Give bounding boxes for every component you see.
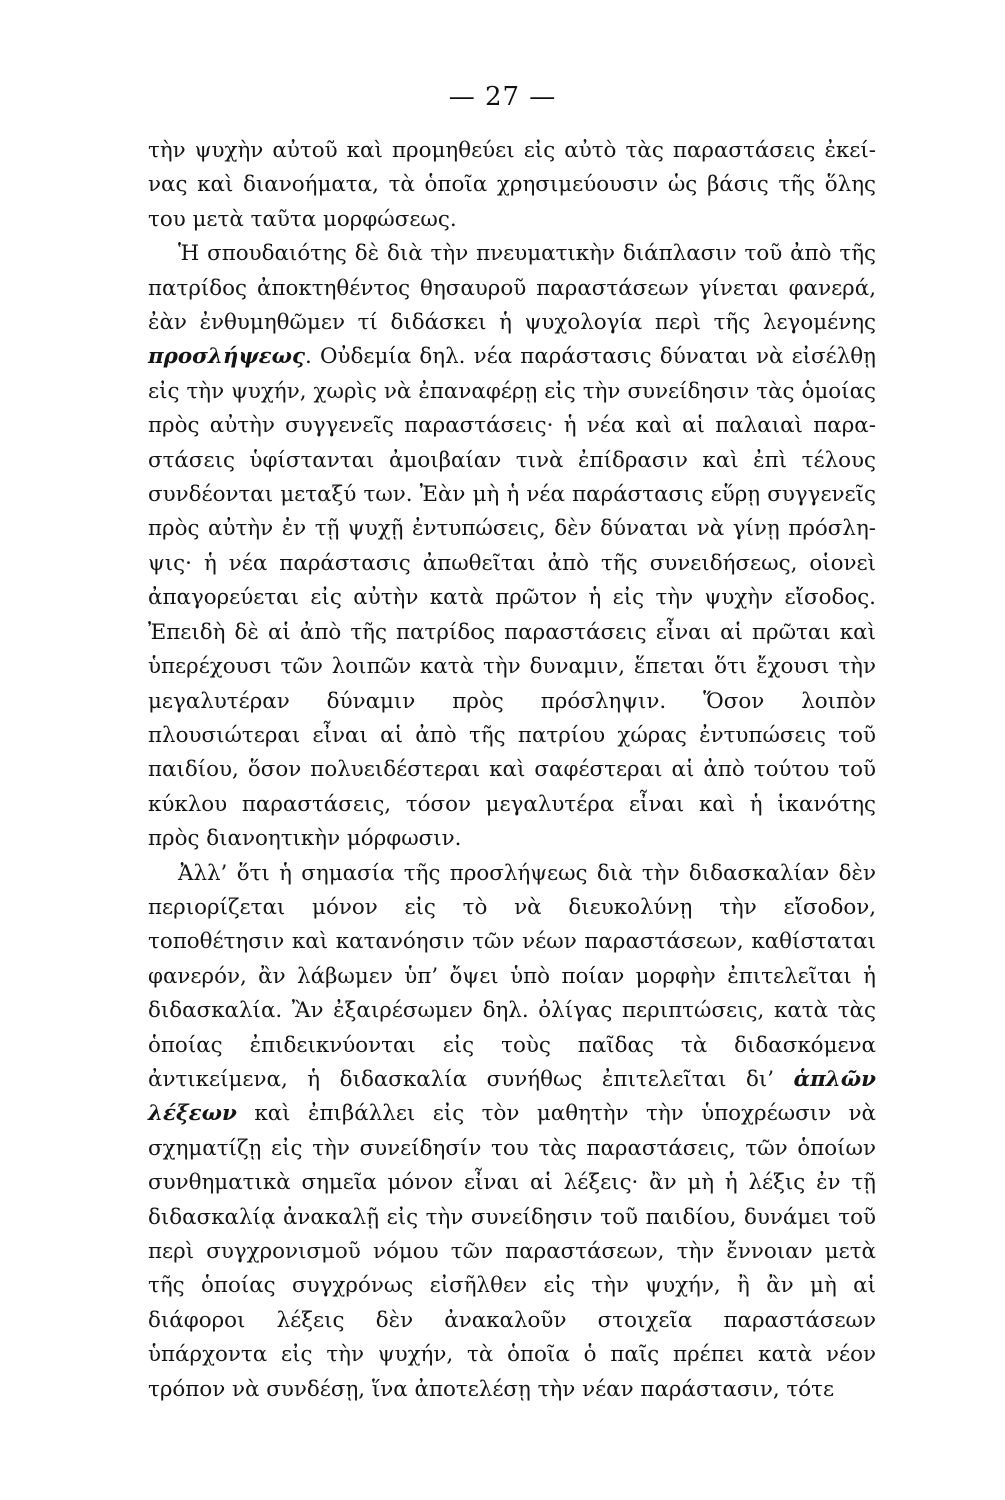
emphasized-term: προσλήψεως bbox=[148, 344, 306, 370]
paragraph bbox=[148, 134, 876, 237]
paragraph bbox=[148, 237, 876, 856]
page-number: — 27 — bbox=[448, 82, 557, 112]
paragraph bbox=[148, 857, 876, 1408]
text-run: . Οὐδεμία δηλ. νέα παράστασις δύναται νὰ εἰσέλθῃ εἰς τὴν ψυχήν, χωρὶς νὰ ἐπαναφέρῃ εἰς τὴν συνείδησιν τὰς ὁμοίας πρὸς αὐτὴν συγγενεῖς παραστάσεις· ἡ νέα καὶ αἱ παλαιαὶ παραστάσεις ὑφίστανται ἀμοιβαίαν τινὰ ἐπίδρασιν καὶ ἐπὶ τέλους συνδέονται μεταξύ των. Ἐὰν μὴ ἡ νέα παράστασις εὕρῃ συγγενεῖς πρὸς αὐτὴν ἐν τῇ ψυχῇ ἐντυπώσεις, δὲν δύναται νὰ γίνῃ πρόσληψις· ἡ νέα παράστασις ἀπωθεῖται ἀπὸ τῆς συνειδήσεως, οἱονεὶ ἀπαγορεύεται εἰς αὐτὴν κατὰ πρῶτον ἡ εἰς τὴν ψυχὴν εἴσοδος. Ἐπειδὴ δὲ αἱ ἀπὸ τῆς πατρίδος παραστάσεις εἶναι αἱ πρῶται καὶ ὑπερέχουσι τῶν λοιπῶν κατὰ τὴν δυναμιν, ἕπεται ὅτι ἔχουσι τὴν μεγαλυτέραν δύναμιν πρὸς πρόσληψιν. Ὅσον λοιπὸν πλουσιώτεραι εἶναι αἱ ἀπὸ τῆς πατρίου χώρας ἐντυπώσεις τοῦ παιδίου, ὅσον πολυειδέστεραι καὶ σαφέστεραι αἱ ἀπὸ τούτου τοῦ κύκλου παραστάσεις, τόσον μεγαλυτέρα εἶναι καὶ ἡ ἱκανότης πρὸς διανοητικὴν μόρφωσιν. bbox=[148, 344, 876, 852]
text-run: Ἡ σπουδαιότης δὲ διὰ τὴν πνευματικὴν διάπλασιν τοῦ ἀπὸ τῆς πατρίδος ἀποκτηθέντος θησαυροῦ παραστάσεων γίνεται φανερά, ἐὰν ἐνθυμηθῶμεν τί διδάσκει ἡ ψυχολογία περὶ τῆς λεγομένης bbox=[148, 241, 876, 336]
emphasized-term: ἁπλῶν λέξεων bbox=[148, 1066, 876, 1127]
text-run: τὴν ψυχὴν αὐτοῦ καὶ προμηθεύει εἰς αὐτὸ τὰς παραστάσεις ἐκείνας καὶ διανοήματα, τὰ ὁποῖα χρησιμεύουσιν ὡς βάσις τῆς ὅλης του μετὰ ταῦτα μορφώσεως. bbox=[148, 138, 876, 232]
body-text bbox=[148, 134, 876, 1407]
text-run: καὶ ἐπιβάλλει εἰς τὸν μαθητὴν τὴν ὑποχρέωσιν νὰ σχηματίζῃ εἰς τὴν συνείδησίν του τὰς παραστάσεις, τῶν ὁποίων συνθηματικὰ σημεῖα μόνον εἶναι αἱ λέξεις· ἂν μὴ ἡ λέξις ἐν τῇ διδασκαλίᾳ ἀνακαλῇ εἰς τὴν συνείδησιν τοῦ παιδίου, δυνάμει τοῦ περὶ συγχρονισμοῦ νόμου τῶν παραστάσεων, τὴν ἔννοιαν μετὰ τῆς ὁποίας συγχρόνως εἰσῆλθεν εἰς τὴν ψυχήν, ἢ ἂν μὴ αἱ διάφοροι λέξεις δὲν ἀνακαλοῦν στοιχεῖα παραστάσεων ὑπάρχοντα εἰς τὴν ψυχήν, τὰ ὁποῖα ὁ παῖς πρέπει κατὰ νέον τρόπον νὰ συνδέσῃ, ἵνα ἀποτελέσῃ τὴν νέαν παράστασιν, τότε bbox=[148, 1101, 876, 1402]
text-run: Ἀλλ’ ὅτι ἡ σημασία τῆς προσλήψεως διὰ τὴν διδασκαλίαν δὲν περιορίζεται μόνον εἰς τὸ νὰ διευκολύνῃ τὴν εἴσοδον, τοποθέτησιν καὶ κατανόησιν τῶν νέων παραστάσεων, καθίσταται φανερόν, ἂν λάβωμεν ὑπ’ ὄψει ὑπὸ ποίαν μορφὴν ἐπιτελεῖται ἡ διδασκαλία. Ἂν ἐξαιρέσωμεν δηλ. ὀλίγας περιπτώσεις, κατὰ τὰς ὁποίας ἐπιδεικνύονται εἰς τοὺς παῖδας τὰ διδασκόμενα ἀντικείμενα, ἡ διδασκαλία συνήθως ἐπιτελεῖται δι’ bbox=[148, 860, 876, 1092]
